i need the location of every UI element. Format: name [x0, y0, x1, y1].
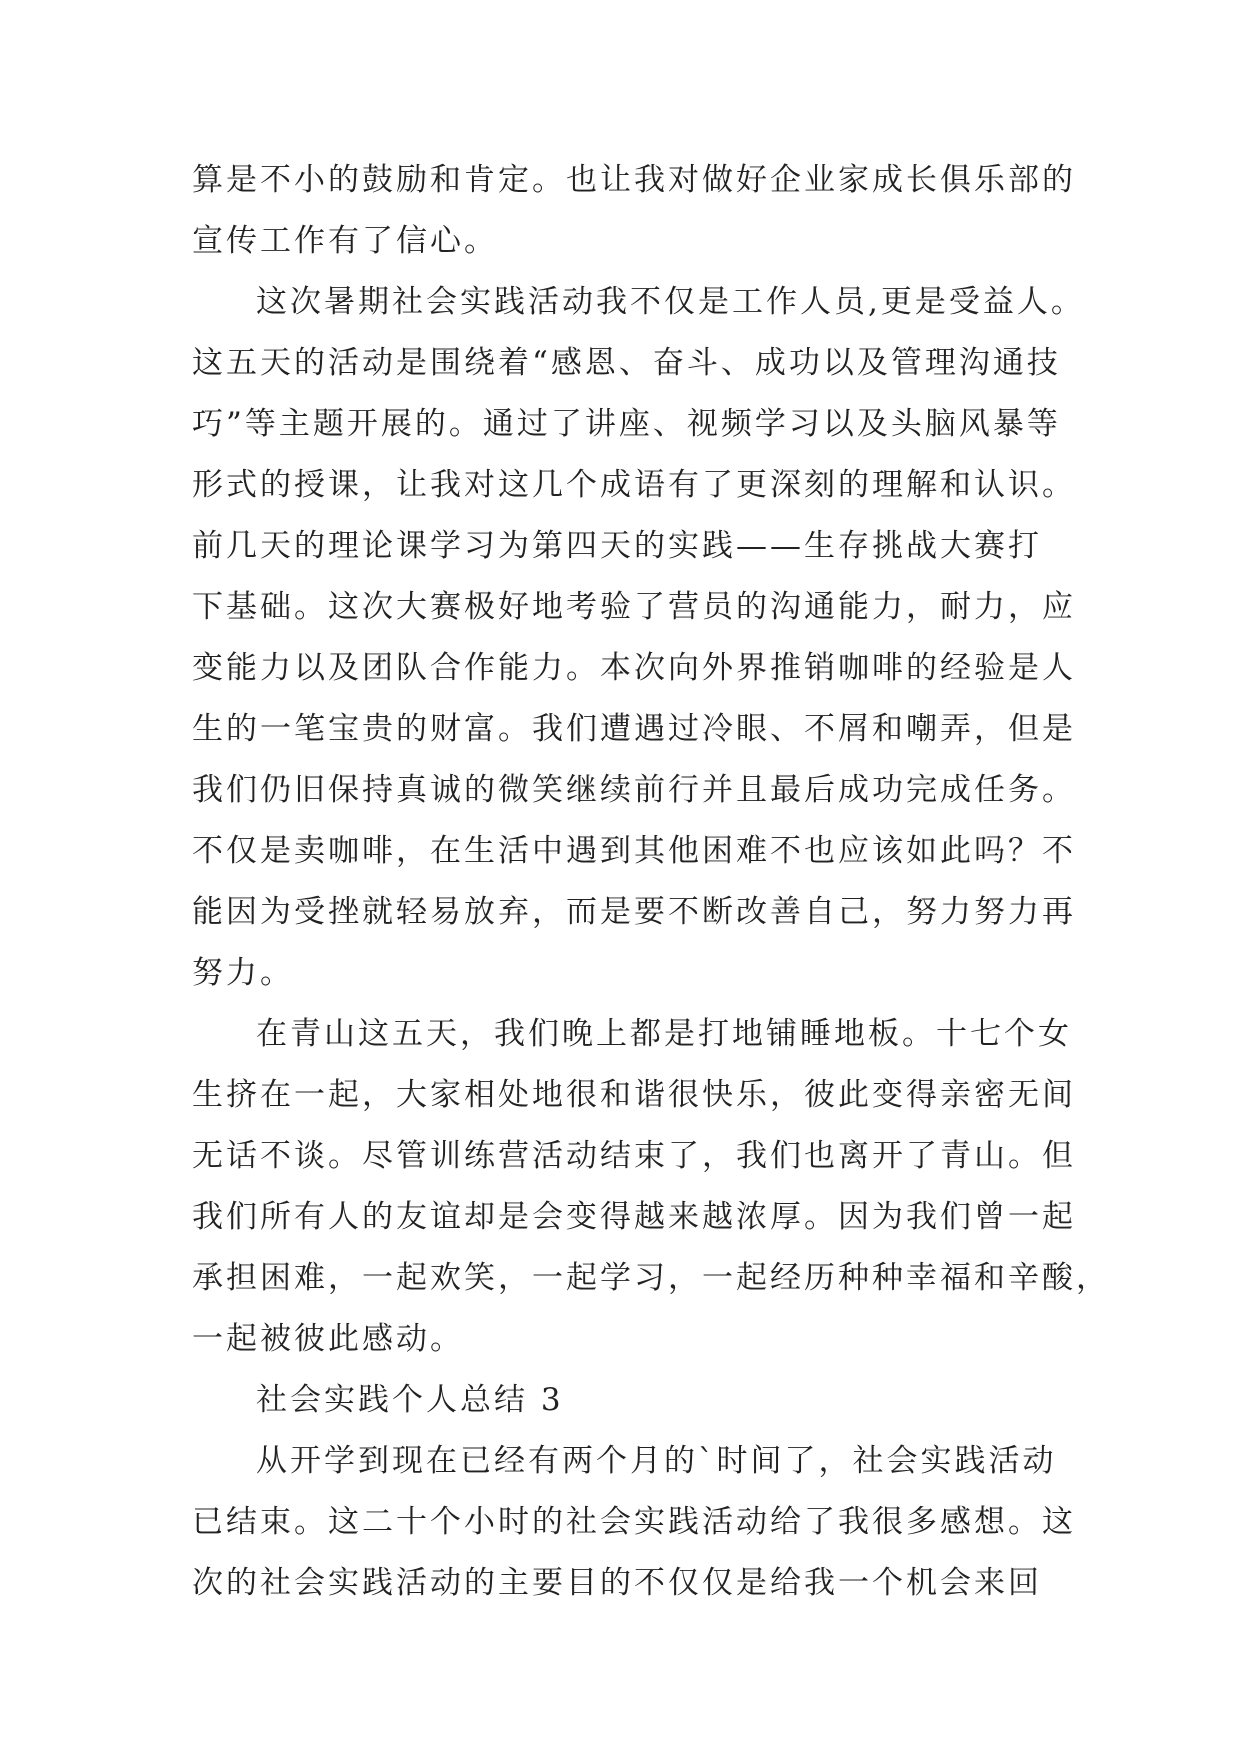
text-line: 我们所有人的友谊却是会变得越来越浓厚。因为我们曾一起: [192, 1199, 1076, 1235]
text-line: 前几天的理论课学习为第四天的实践——生存挑战大赛打: [192, 528, 1042, 564]
paragraph-first-line: 在青山这五天，我们晚上都是打地铺睡地板。十七个女: [256, 1016, 1072, 1052]
text-line: 变能力以及团队合作能力。本次向外界推销咖啡的经验是人: [192, 650, 1076, 686]
text-line: 生挤在一起，大家相处地很和谐很快乐，彼此变得亲密无间: [192, 1077, 1076, 1113]
text-line: 一起被彼此感动。: [192, 1321, 464, 1357]
paragraph-first-line: 从开学到现在已经有两个月的`时间了，社会实践活动: [256, 1443, 1057, 1479]
text-line: 不仅是卖咖啡，在生活中遇到其他困难不也应该如此吗？不: [192, 833, 1076, 869]
text-line: 我们仍旧保持真诚的微笑继续前行并且最后成功完成任务。: [192, 772, 1076, 808]
text-line: 无话不谈。尽管训练营活动结束了，我们也离开了青山。但: [192, 1138, 1076, 1174]
text-line: 次的社会实践活动的主要目的不仅仅是给我一个机会来回: [192, 1565, 1042, 1601]
text-line: 算是不小的鼓励和肯定。也让我对做好企业家成长俱乐部的: [192, 162, 1076, 198]
text-line: 下基础。这次大赛极好地考验了营员的沟通能力，耐力，应: [192, 589, 1076, 625]
text-line: 努力。: [192, 955, 294, 991]
text-line: 形式的授课，让我对这几个成语有了更深刻的理解和认识。: [192, 467, 1076, 503]
paragraph-first-line: 这次暑期社会实践活动我不仅是工作人员,更是受益人。: [256, 284, 1085, 320]
text-line: 已结束。这二十个小时的社会实践活动给了我很多感想。这: [192, 1504, 1076, 1540]
text-line: 这五天的活动是围绕着“感恩、奋斗、成功以及管理沟通技: [192, 345, 1061, 381]
text-line: 巧”等主题开展的。通过了讲座、视频学习以及头脑风暴等: [192, 406, 1061, 442]
section-heading: 社会实践个人总结 3: [256, 1382, 564, 1418]
text-line: 生的一笔宝贵的财富。我们遭遇过冷眼、不屑和嘲弄，但是: [192, 711, 1076, 747]
text-line: 承担困难，一起欢笑，一起学习，一起经历种种幸福和辛酸，: [192, 1260, 1110, 1296]
text-line: 宣传工作有了信心。: [192, 223, 498, 259]
text-line: 能因为受挫就轻易放弃，而是要不断改善自己，努力努力再: [192, 894, 1076, 930]
